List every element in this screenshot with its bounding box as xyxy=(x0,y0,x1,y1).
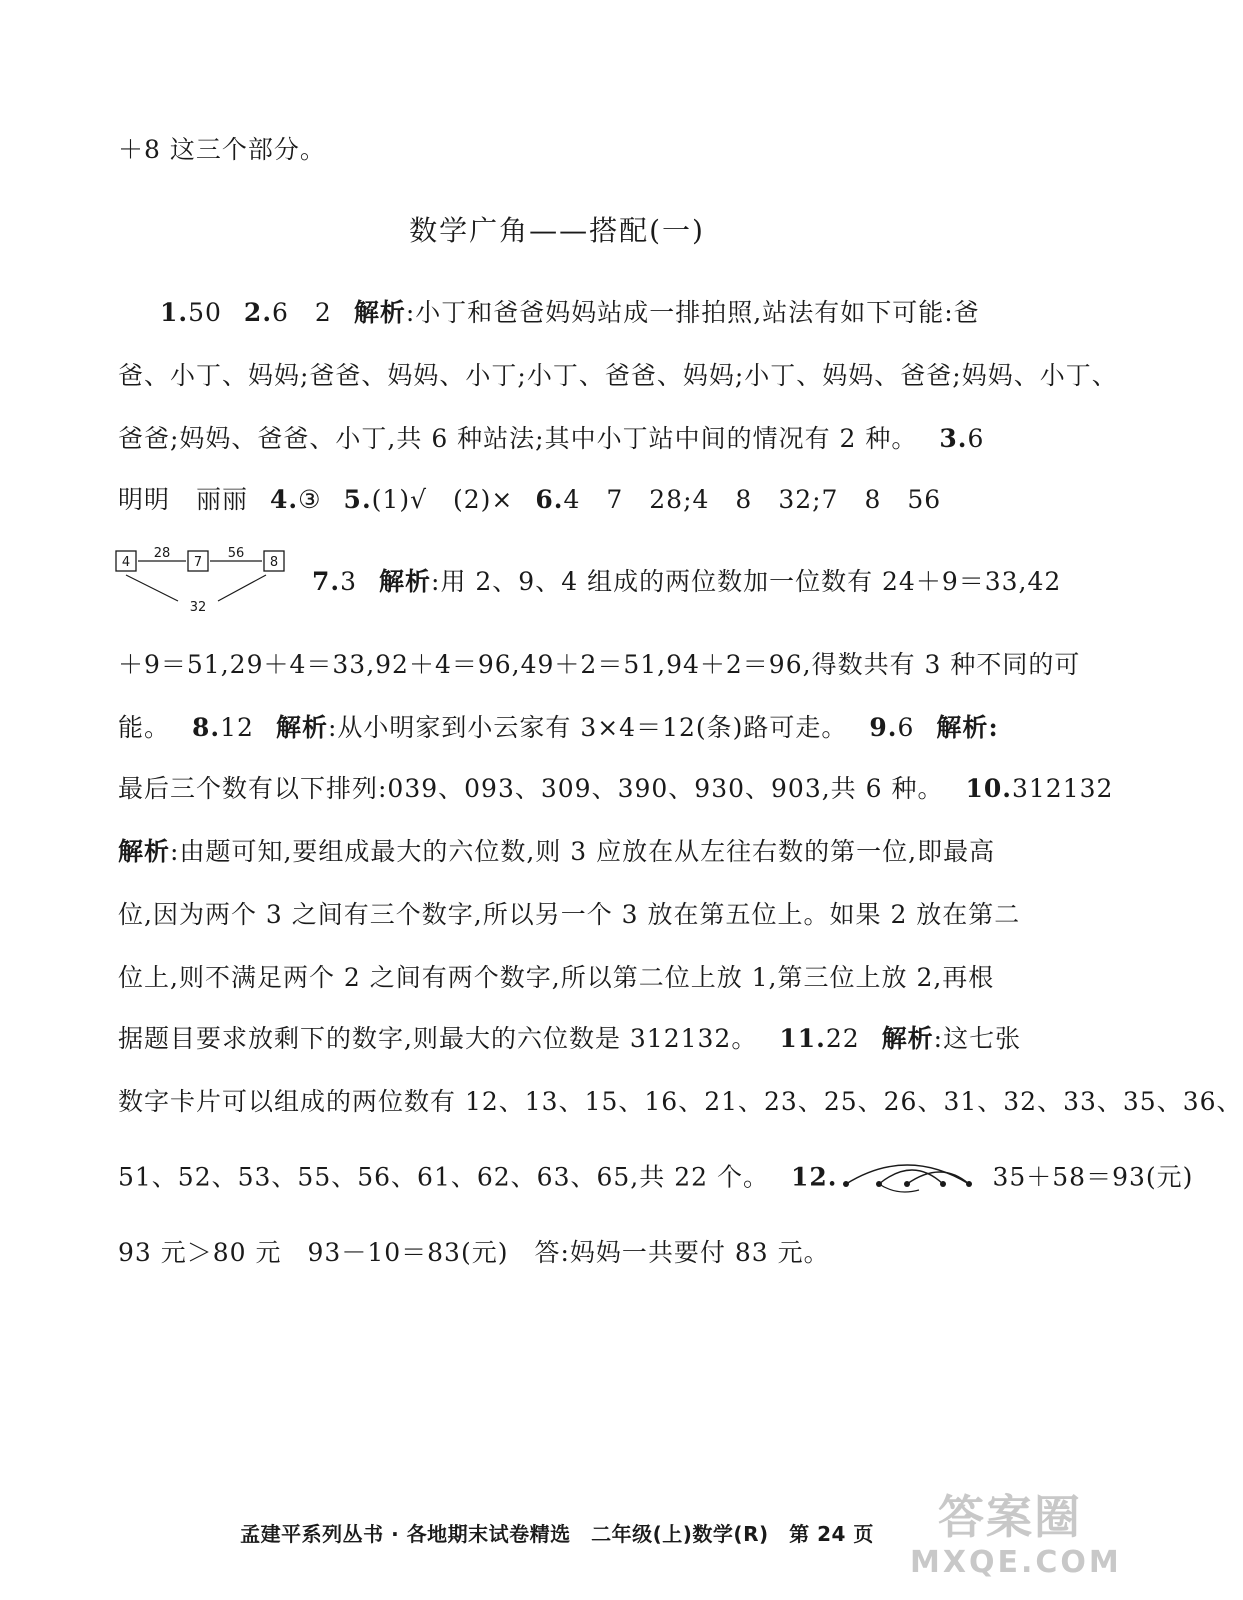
q12-curve-right xyxy=(907,1172,969,1184)
q1-number: 1. xyxy=(160,298,189,327)
q11-explain-label: 解析 xyxy=(881,1024,934,1053)
q12-number: 12. xyxy=(790,1162,838,1192)
q7-number: 7. xyxy=(312,567,341,596)
q2-number: 2. xyxy=(243,298,273,327)
answer-line-7 xyxy=(118,712,998,744)
q7-answer: 3 xyxy=(340,567,358,596)
answer-line-11: 位上,则不满足两个 2 之间有两个数字,所以第二位上放 1,第三位上放 2,再根 xyxy=(118,963,995,992)
answer-line-3 xyxy=(118,423,998,455)
q6-box-diagram xyxy=(114,545,294,615)
diagram-label-28: 28 xyxy=(153,546,171,561)
q7-explain-text: :用 2、9、4 组成的两位数加一位数有 24＋9＝33,42 xyxy=(431,567,1062,596)
q2-answer: 6 2 xyxy=(272,298,332,327)
answer-line-15: 93 元＞80 元 93－10＝83(元) 答:妈妈一共要付 83 元。 xyxy=(118,1238,830,1267)
q1-answer: 50 xyxy=(188,298,222,327)
q9-number: 9. xyxy=(869,713,898,742)
answer-line-9 xyxy=(118,836,998,868)
watermark-logo-text: 答案圈 xyxy=(938,1490,1082,1544)
q12-curve-lower xyxy=(879,1184,919,1192)
q12-equation: 35＋58＝93(元) xyxy=(992,1162,1194,1192)
q5-answer: (1)√ (2)× xyxy=(371,485,514,514)
answer-line-12 xyxy=(118,1023,1022,1055)
diagram-box-1-label: 4 xyxy=(121,555,131,570)
q4-number: 4. xyxy=(270,485,299,514)
q4-answer: ③ xyxy=(298,485,322,514)
diagram-box-2-label: 7 xyxy=(193,555,203,570)
answer-line-4 xyxy=(118,484,998,516)
q10-explain-label: 解析 xyxy=(118,837,171,866)
q6-answer: 4 7 28;4 8 32;7 8 56 xyxy=(563,485,942,514)
q6-number: 6. xyxy=(535,485,564,514)
q7-explain-end: 能。 xyxy=(118,713,171,742)
answer-line-6: ＋9＝51,29＋4＝33,92＋4＝96,49＋2＝51,94＋2＝96,得数共有 3 种不同的可 xyxy=(118,650,1081,679)
answer-line-2: 爸、小丁、妈妈;爸爸、妈妈、小丁;小丁、爸爸、妈妈;小丁、妈妈、爸爸;妈妈、小丁、 xyxy=(118,361,1118,390)
q8-explain-text: :从小明家到小云家有 3×4＝12(条)路可走。 xyxy=(327,713,848,742)
q9-explain-colon: : xyxy=(988,713,999,742)
diagram-label-56: 56 xyxy=(227,546,245,561)
answer-line-8 xyxy=(118,773,1114,805)
section-title: 数学广角——搭配(一) xyxy=(409,214,705,247)
q11-explain-end: 51、52、53、55、56、61、62、63、65,共 22 个。 xyxy=(118,1162,769,1192)
top-fragment: ＋8 这三个部分。 xyxy=(118,135,326,164)
q2-explain-label: 解析 xyxy=(353,298,406,327)
q9-answer: 6 xyxy=(897,713,915,742)
watermark-url: MXQE.COM xyxy=(910,1545,1122,1580)
q10-explain-text: :由题可知,要组成最大的六位数,则 3 应放在从左往右数的第一位,即最高 xyxy=(170,837,996,866)
answer-line-5 xyxy=(312,566,1062,598)
diagram-label-32: 32 xyxy=(189,600,207,615)
answer-line-1 xyxy=(160,297,1000,329)
q2-explain-end: 爸爸;妈妈、爸爸、小丁,共 6 种站法;其中小丁站中间的情况有 2 种。 xyxy=(118,424,918,453)
q12-connection-diagram xyxy=(841,1160,976,1198)
diagram-link-1-3-right xyxy=(218,575,266,601)
answer-line-14 xyxy=(118,1160,1194,1198)
q7-explain-label: 解析 xyxy=(379,567,432,596)
q3-answer-names: 明明 丽丽 xyxy=(118,485,249,514)
q8-number: 8. xyxy=(192,713,221,742)
q11-number: 11. xyxy=(779,1024,826,1053)
q3-number: 3. xyxy=(939,424,968,453)
page-footer: 孟建平系列丛书 · 各地期末试卷精选 二年级(上)数学(R) 第 24 页 xyxy=(240,1522,874,1546)
q8-explain-label: 解析 xyxy=(275,713,328,742)
q11-answer: 22 xyxy=(825,1024,860,1053)
q9-explain-label: 解析 xyxy=(936,713,989,742)
watermark xyxy=(910,1488,1122,1598)
q8-answer: 12 xyxy=(220,713,254,742)
diagram-box-3-label: 8 xyxy=(269,555,279,570)
answer-line-13: 数字卡片可以组成的两位数有 12、13、15、16、21、23、25、26、31、32、33、35、36、 xyxy=(118,1087,1243,1116)
q9-explain-text: 最后三个数有以下排列:039、093、309、390、930、903,共 6 种。 xyxy=(118,774,944,803)
answer-line-10: 位,因为两个 3 之间有三个数字,所以另一个 3 放在第五位上。如果 2 放在第二 xyxy=(118,900,1021,929)
q10-number: 10. xyxy=(965,774,1012,803)
q11-explain-text: :这七张 xyxy=(933,1024,1022,1053)
q2-explain-text: :小丁和爸爸妈妈站成一排拍照,站法有如下可能:爸 xyxy=(405,298,980,327)
diagram-link-1-3-left xyxy=(126,575,178,601)
q5-number: 5. xyxy=(343,485,372,514)
q10-answer: 312132 xyxy=(1011,774,1114,803)
q3-answer: 6 xyxy=(967,424,985,453)
q10-explain-end: 据题目要求放剩下的数字,则最大的六位数是 312132。 xyxy=(118,1024,758,1053)
